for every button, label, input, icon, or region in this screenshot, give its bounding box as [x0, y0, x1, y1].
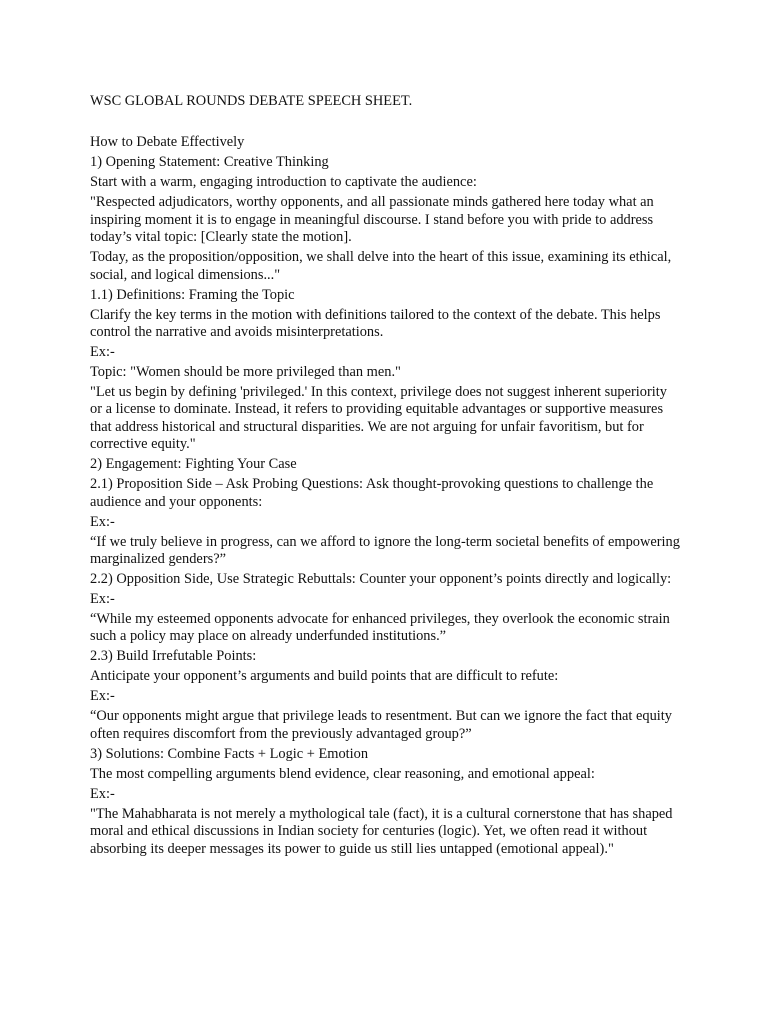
section-heading: How to Debate Effectively [90, 134, 245, 151]
section-heading: 1.1) Definitions: Framing the Topic [90, 286, 295, 303]
example-label: Ex:- [90, 688, 115, 705]
section-heading: 1) Opening Statement: Creative Thinking [90, 154, 329, 171]
example-label: Ex:- [90, 344, 115, 361]
example-label: Ex:- [90, 785, 115, 802]
quote-paragraph: Today, as the proposition/opposition, we shall delve into the heart of this issue, examining its ethical, social, and logical dimensions..." [90, 249, 672, 283]
example-label: Ex:- [90, 513, 115, 530]
section-heading: 2.3) Build Irrefutable Points: [90, 648, 257, 665]
section-heading: 2) Engagement: Fighting Your Case [90, 456, 297, 473]
document-title: WSC GLOBAL ROUNDS DEBATE SPEECH SHEET. [90, 93, 413, 109]
section-heading: 2.2) Opposition Side, Use Strategic Rebuttals: Counter your opponent’s points directly and logically: [90, 571, 672, 588]
paragraph: Topic: "Women should be more privileged than men." [90, 364, 401, 381]
section-heading: 2.1) Proposition Side – Ask Probing Questions: Ask thought-provoking questions to challenge the audience and your opponents: [90, 476, 654, 510]
example-label: Ex:- [90, 591, 115, 608]
quote-paragraph: "Respected adjudicators, worthy opponents, and all passionate minds gathered here today what an inspiring moment it is to engage in meaningful discourse. I stand before you with pride to address today’s vital topic: [Clearly state the motion]. [90, 194, 654, 246]
quote-paragraph: "Let us begin by defining 'privileged.' In this context, privilege does not suggest inherent superiority or a license to dominate. Instead, it refers to providing equitable advantages or supportive measures that address historical and structural disparities. We are not arguing for unfair favoritism, but for corrective equity." [90, 384, 667, 453]
document-page [90, 93, 680, 861]
paragraph: Anticipate your opponent’s arguments and build points that are difficult to refute: [90, 668, 559, 685]
quote-paragraph: "The Mahabharata is not merely a mythological tale (fact), it is a cultural cornerstone that has shaped moral and ethical discussions in Indian society for centuries (logic). Yet, we often read it without absorbing its deeper messages its power to guide us still lies untapped (emotional appeal)." [90, 805, 673, 857]
paragraph: Clarify the key terms in the motion with definitions tailored to the context of the debate. This helps control the narrative and avoids misinterpretations. [90, 306, 661, 341]
paragraph: The most compelling arguments blend evidence, clear reasoning, and emotional appeal: [90, 765, 595, 782]
quote-paragraph: “Our opponents might argue that privilege leads to resentment. But can we ignore the fact that equity often requires discomfort from the previously advantaged group?” [90, 708, 672, 742]
section-heading: 3) Solutions: Combine Facts + Logic + Emotion [90, 745, 369, 762]
quote-paragraph: “While my esteemed opponents advocate for enhanced privileges, they overlook the economic strain such a policy may place on already underfunded institutions.” [90, 611, 670, 645]
paragraph: Start with a warm, engaging introduction to captivate the audience: [90, 174, 477, 191]
quote-paragraph: “If we truly believe in progress, can we afford to ignore the long-term societal benefits of empowering marginalized genders?” [90, 533, 680, 568]
